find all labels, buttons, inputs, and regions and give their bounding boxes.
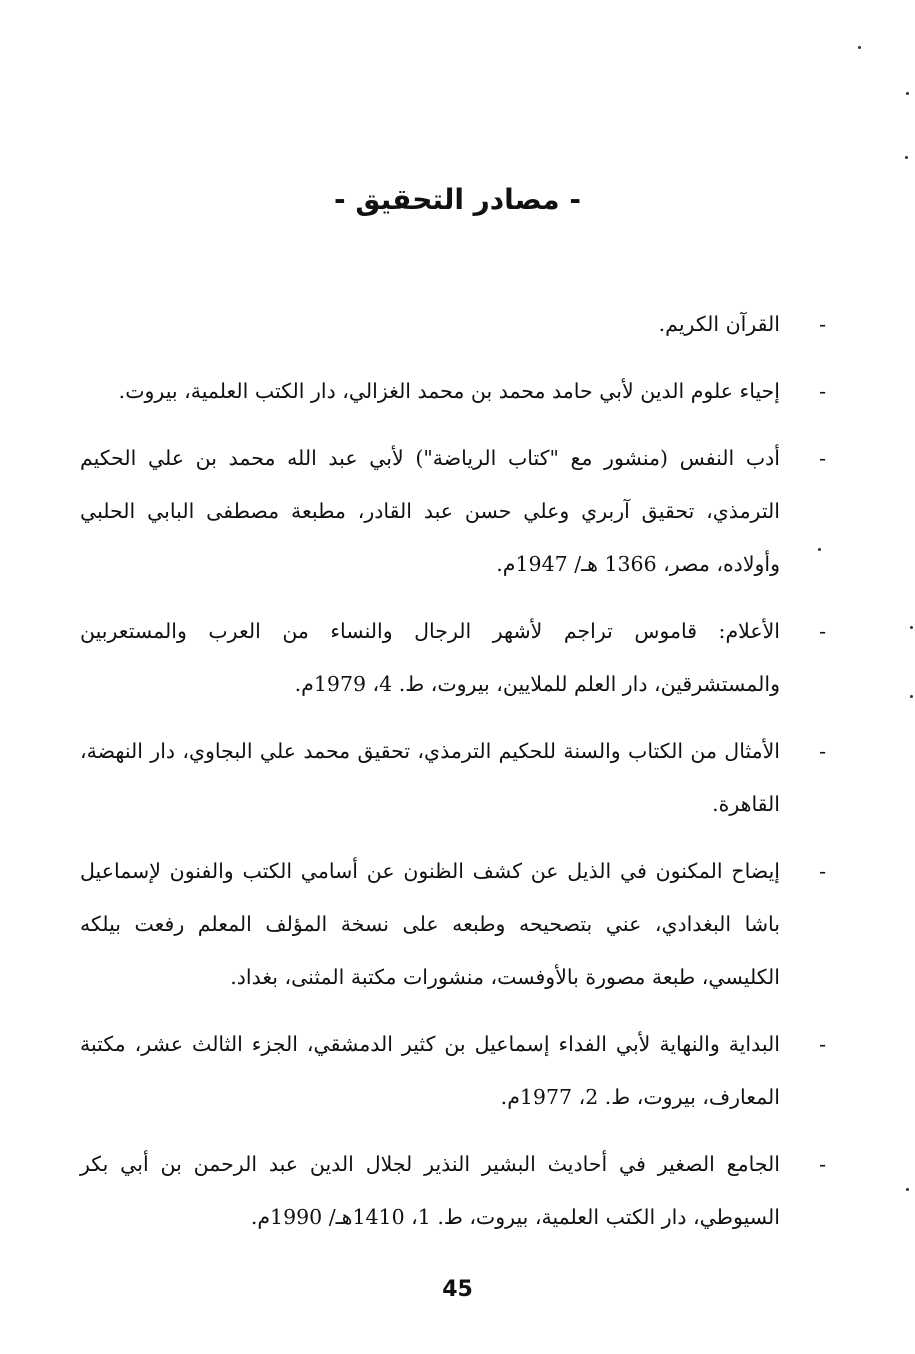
- bibliography-entry: [80, 298, 832, 351]
- bibliography-entry: [80, 432, 832, 591]
- entry-dash: -: [819, 1152, 826, 1176]
- bibliography-list: [80, 298, 832, 1258]
- entry-dash: -: [819, 739, 826, 763]
- bibliography-entry: [80, 605, 832, 711]
- entry-text: الجامع الصغير في أحاديث البشير النذير لجلال الدين عبد الرحمن بن أبي بكر السيوطي، دار الكتب العلمية، بيروت، ط. 1، 1410هـ/ 1990م.: [80, 1152, 780, 1229]
- entry-dash: -: [819, 619, 826, 643]
- entry-text: أدب النفس (منشور مع "كتاب الرياضة") لأبي عبد الله محمد بن علي الحكيم الترمذي، تحقيق آربري وعلي حسن عبد القادر، مطبعة مصطفى البابي الحلبي وأولاده، مصر، 1366 هـ/ 1947م.: [80, 446, 780, 576]
- entry-dash: -: [819, 1032, 826, 1056]
- bibliography-entry: [80, 1138, 832, 1244]
- entry-dash: -: [819, 379, 826, 403]
- page-number: 45: [442, 1277, 473, 1302]
- entry-text: إيضاح المكنون في الذيل عن كشف الظنون عن أسامي الكتب والفنون لإسماعيل باشا البغدادي، عني بتصحيحه وطبعه على نسخة المؤلف المعلم رفعت بيلكه الكليسي، طبعة مصورة بالأوفست، منشورات مكتبة المثنى، بغداد.: [80, 859, 780, 989]
- entry-dash: -: [819, 446, 826, 470]
- scan-speck: [910, 695, 913, 698]
- scan-speck: [906, 92, 909, 95]
- entry-dash: -: [819, 312, 826, 336]
- entry-text: إحياء علوم الدين لأبي حامد محمد بن محمد الغزالي، دار الكتب العلمية، بيروت.: [118, 379, 780, 403]
- bibliography-entry: [80, 725, 832, 831]
- scan-speck: [905, 156, 908, 159]
- entry-text: القرآن الكريم.: [658, 312, 780, 336]
- scan-speck: [818, 548, 821, 551]
- scan-speck: [906, 1188, 909, 1191]
- bibliography-entry: [80, 1018, 832, 1124]
- entry-text: الأعلام: قاموس تراجم لأشهر الرجال والنساء من العرب والمستعربين والمستشرقين، دار العلم للملايين، بيروت، ط. 4، 1979م.: [80, 619, 780, 696]
- entry-text: البداية والنهاية لأبي الفداء إسماعيل بن كثير الدمشقي، الجزء الثالث عشر، مكتبة المعارف، بيروت، ط. 2، 1977م.: [80, 1032, 780, 1109]
- scan-speck: [910, 626, 913, 629]
- scan-speck: [858, 46, 861, 49]
- bibliography-entry: [80, 845, 832, 1004]
- page-title: - مصادر التحقيق -: [334, 183, 581, 216]
- entry-dash: -: [819, 859, 826, 883]
- entry-text: الأمثال من الكتاب والسنة للحكيم الترمذي، تحقيق محمد علي البجاوي، دار النهضة، القاهرة.: [80, 739, 780, 816]
- bibliography-entry: [80, 365, 832, 418]
